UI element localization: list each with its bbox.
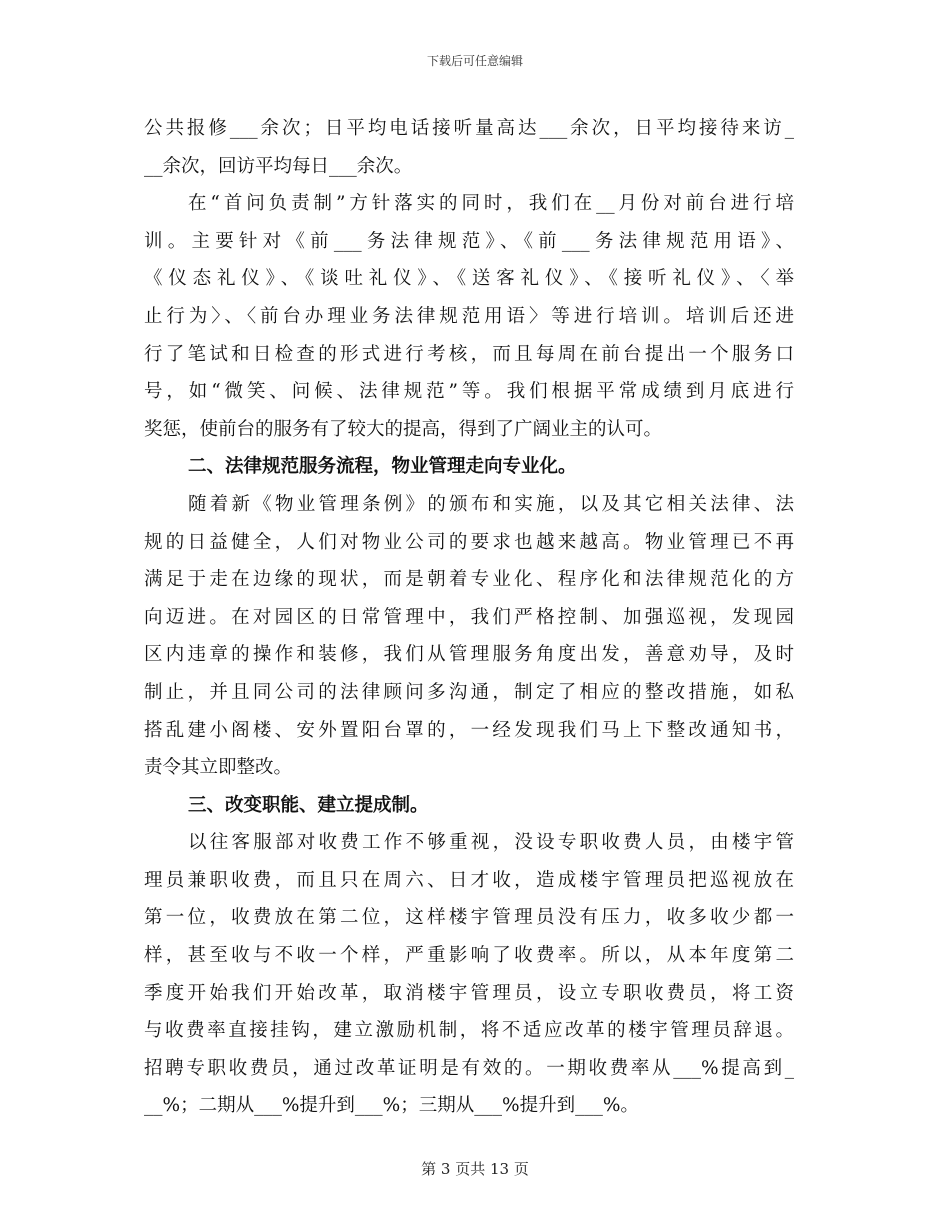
text-line: __%；二期从___%提升到___%；三期从___%提升到___%。	[144, 1095, 639, 1117]
text-line: 满足于走在边缘的现状，而是朝着专业化、程序化和法律规范化的方	[144, 569, 794, 591]
text-line: 规的日益健全，人们对物业公司的要求也越来越高。物业管理已不再	[144, 531, 794, 553]
text-line: 随着新《物业管理条例》的颁布和实施，以及其它相关法律、法	[188, 493, 794, 515]
text-line: 向迈进。在对园区的日常管理中，我们严格控制、加强巡视，发现园	[144, 606, 794, 628]
text-line: __余次，回访平均每日___余次。	[144, 155, 413, 177]
text-line: 奖惩，使前台的服务有了较大的提高，得到了广阔业主的认可。	[144, 418, 663, 440]
text-line: 在“首问负责制”方针落实的同时，我们在__月份对前台进行培	[188, 193, 794, 215]
text-line: 行了笔试和日检查的形式进行考核，而且每周在前台提出一个服务口	[144, 343, 794, 365]
page-footer: 第 3 页共 13 页	[421, 1160, 529, 1178]
text-line: 与收费率直接挂钩，建立激励机制，将不适应改革的楼宇管理员辞退。	[144, 1020, 794, 1042]
text-line: 季度开始我们开始改革，取消楼宇管理员，设立专职收费员，将工资	[144, 982, 794, 1004]
text-line: 训。主要针对《前___务法律规范》、《前___务法律规范用语》、	[144, 230, 794, 252]
text-line: 以往客服部对收费工作不够重视，没设专职收费人员，由楼宇管	[188, 832, 794, 854]
document-body	[144, 110, 794, 1125]
text-line: 《仪态礼仪》、《谈吐礼仪》、《送客礼仪》、《接听礼仪》、〈举	[144, 268, 794, 290]
text-line: 理员兼职收费，而且只在周六、日才收，造成楼宇管理员把巡视放在	[144, 869, 794, 891]
page-header: 下载后可任意编辑	[426, 54, 523, 68]
text-line: 责令其立即整改。	[144, 757, 293, 779]
text-line: 制止，并且同公司的法律顾问多沟通，制定了相应的整改措施，如私	[144, 681, 794, 703]
text-line: 招聘专职收费员，通过改革证明是有效的。一期收费率从___%提高到_	[144, 1057, 794, 1079]
section-heading: 二、法律规范服务流程，物业管理走向专业化。	[188, 456, 577, 478]
text-line: 公共报修___余次；日平均电话接听量高达___余次，日平均接待来访_	[144, 118, 794, 139]
section-heading: 三、改变职能、建立提成制。	[188, 794, 429, 816]
text-line: 号，如“微笑、问候、法律规范”等。我们根据平常成绩到月底进行	[144, 381, 794, 403]
text-line: 区内违章的操作和装修，我们从管理服务角度出发，善意劝导，及时	[144, 644, 794, 666]
text-line: 样，甚至收与不收一个样，严重影响了收费率。所以，从本年度第二	[144, 945, 794, 967]
text-line: 第一位，收费放在第二位，这样楼宇管理员没有压力，收多收少都一	[144, 907, 794, 929]
text-line: 止行为〉、〈前台办理业务法律规范用语〉等进行培训。培训后还进	[144, 305, 794, 327]
text-line: 搭乱建小阁楼、安外置阳台罩的，一经发现我们马上下整改通知书，	[144, 719, 794, 741]
